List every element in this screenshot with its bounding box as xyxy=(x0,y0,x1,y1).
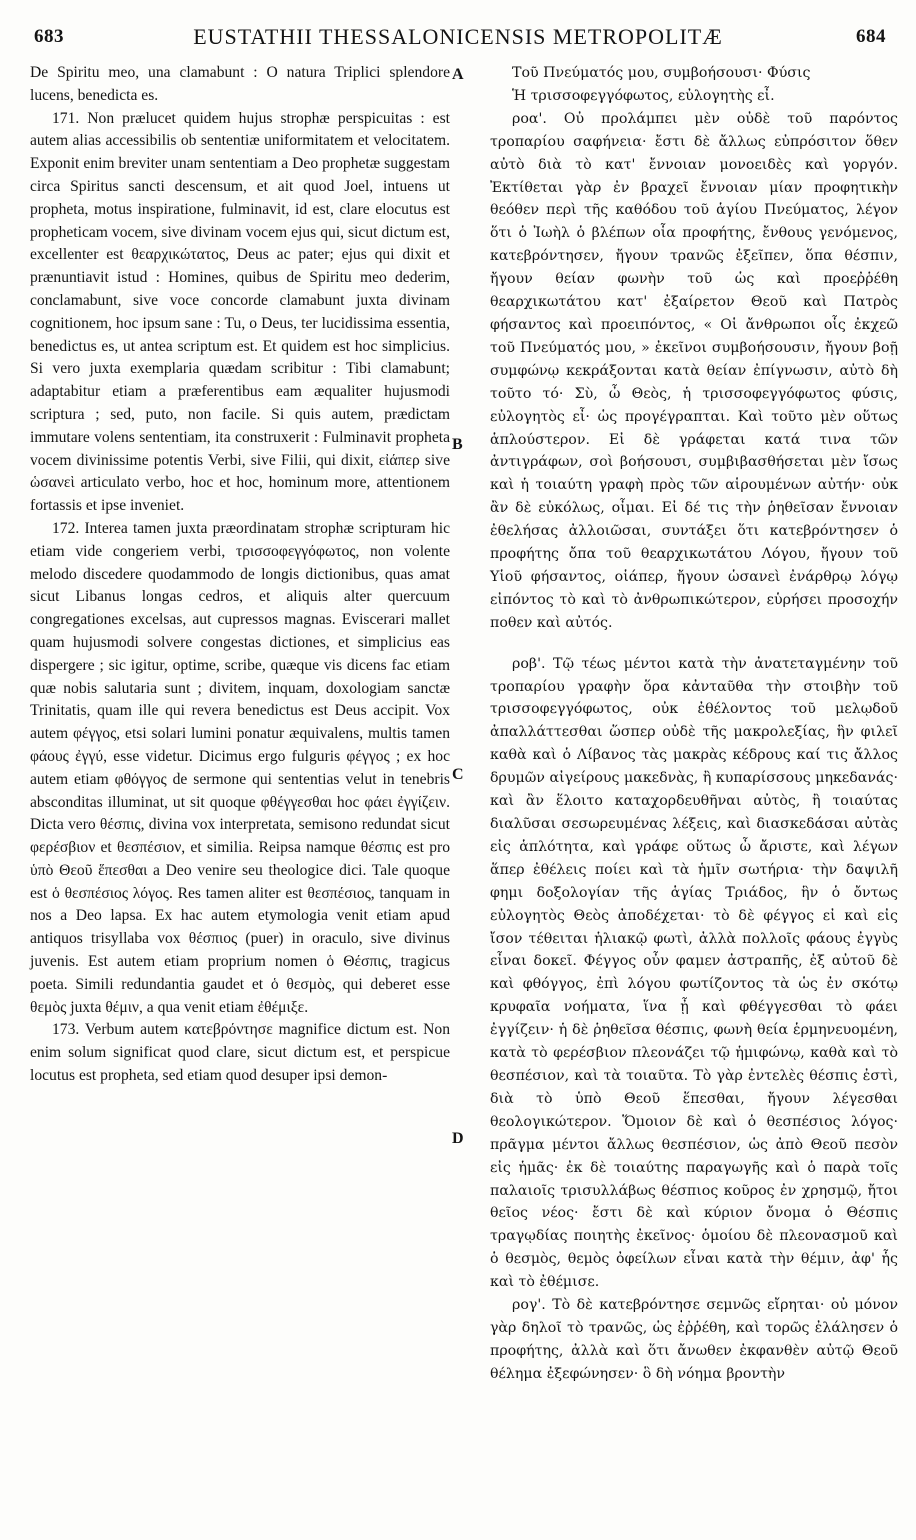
greek-section-173: ρογ'. Τὸ δὲ κατεβρόντησε σεμνῶς εἴρηται· οὐ μόνον γὰρ δηλοῖ τὸ τρανῶς, ὡς ἐῤῥέθη, καὶ τορῶς ἐλάλησεν ὁ προφήτης, ἀλλὰ καὶ ὅτι ἄνωθεν ἐκφανθὲν αὐτῷ Θεοῦ θέλημα ἐξεφώνησεν· ὃ δὴ νόημα βροντὴν xyxy=(490,1297,898,1382)
latin-verse: De Spiritu meo, una clamabunt : O natura Triplici splendore lucens, benedicta es. xyxy=(30,64,450,104)
greek-section-172: ροβ'. Τῷ τέως μέντοι κατὰ τὴν ἀνατεταγμένην τοῦ τροπαρίου γραφὴν ὅρα κἀνταῦθα τὴν στοιβὴν τοῦ τρισσοφεγγόφωτος, οὐκ ἐθέλοντος τοῦ μελῳδοῦ ἀπαλλάττεσθαι ὥσπερ οὐδὲ τῆς μακρολεξίας, ἣν φιλεῖ καθὰ καὶ ὁ Λίβανος τὰς μακρὰς κέδρους καί τις ἄλλος δρυμῶν αἰγείρους μακεδνὰς, ἢ κυπαρίσσους μηκεδανάς· καὶ ἂν ἕλοιτο καταχορδευθῆναι αὐτὸς, ἢ τοιαύτας διαλῦσαι σεσωρευμένας λέξεις, καὶ διασκεδάσαι αὐτὰς εἰς ἁπλότητα, καὶ γράφε οὕτως ὦ ἄριστε, καὶ λέγων ἅπερ ἐθέλεις ποίει καὶ τὰ ἡμῖν σωτήρια· τὴν δαψιλῆ φημι δοξολογίαν τῆς ἁγίας Τριάδος, ἣν ὁ ὄντως εὐλογητὸς Θεὸς ἀποδέχεται· τὸ δὲ φέγγος εἰ καὶ εἰς ἴσον τέθειται ἡλιακῷ φωτὶ, ἀλλὰ πολλοῖς φάους ἐγγὺς εἶναι δοκεῖ. Φέγγος οὖν φαμεν ἀστραπῆς, ἐξ αὐτοῦ δὲ καὶ φθόγγος, ἐπὶ λόγου φωτίζοντος τὰ ὡς ἐν σκότῳ κρυφαῖα νοήματα, ἵνα ᾖ καὶ φθέγγεσθαι τὸ φάει ἐγγίζειν· ἡ δὲ ῥηθεῖσα θέσπις, φωνὴ θεία ἑρμηνευομένη, κατὰ τὸ φερέσβιον πλεονάζει τῷ ἡμιφώνῳ, καθὰ καὶ τὸ θεσπέσιον, καὶ τὰ τοιαῦτα. Τὸ γὰρ ἐντελὲς θέσπις ἐστὶ, διὰ τὸ ὑπὸ Θεοῦ ἕπεσθαι, ἤγουν λέγεσθαι θεολογικώτερον. Ὅμοιον δὲ καὶ ὁ θεσπέσιος λόγος· πρᾶγμα μέντοι ἄλλως θεσπέσιον, ὡς ἀπὸ Θεοῦ πεσὸν εἰς ἡμᾶς· ἐκ δὲ τοιαύτης παραγωγῆς καὶ ὁ παρὰ τοῖς παλαιοῖς τρισυλλάβως θέσπιος κοῦρος ἐν χρησμῷ, ἤτοι θεῖος νέος· ἔστι δὲ καὶ κύριον ὄνομα ὁ Θέσπις τραγῳδίας ποιητὴς ἐκεῖνος· ὁμοίου δὲ πλεονασμοῦ καὶ ὁ θεσμὸς, θεμὸς ὀφείλων εἶναι κατὰ τὴν θέμιν, ἀφ' ἧς καὶ τὸ ἐθέμισε. xyxy=(490,655,898,1291)
latin-section-172: 172. Interea tamen juxta præordinatam strophæ scripturam hic etiam vide congeriem verbi, τρισσοφεγγόφωτος, non volente melodo discedere quodammodo de longis dictionibus, quas amat sicut Libanus longas cedros, et aliquis alter quercuum congregationes excelsas, aut cupressos magnas. Eviscerari mallet quam hujusmodi solvere congestas dictiones, et simplicius eas dispergere ; sic igitur, optime, scribe, quæque vis dicens fac etiam quæ nobis salutaria sunt ; divitem, inquam, doxologiam sanctæ Trinitatis, quam ille qui revera benedictus est Deus accipit. Vox autem φέγγος, etsi solari lumini ponatur æquivalens, multis tamen φάους ἐγγύ, esse videtur. Dicimus ergo fulguris φέγγος ; ex hoc autem etiam φθόγγος de sermone qui sententias velut in tenebris absconditas illuminat, ut sit quoque φθέγγεσθαι hoc φάει ἐγγίζειν. Dicta vero θέσπις, divina vox interpretata, semisono redundat sicut φερέσβιον et θεσπέσιον, et similia. Reipsa namque θέσπις est pro ὑπὸ Θεοῦ ἕπεσθαι a Deo venire seu theologice dici. Tale quoque est ὁ θεσπέσιος λόγος. Res tamen aliter est θεσπέσιος, tanquam in nos a Deo lapsa. Ex hac autem etymologia venit etiam apud antiquos trisyllaba vox θέσπιος (puer) in oraculo, sive divinus juvenis. Est autem etiam proprium nomen ὁ Θέσπις, tragicus poeta. Simili redundantia gaudet et ὁ θεσμὸς, qui deberet esse θεμὸς juxta θέμιν, a qua venit etiam ἐθέμιξε. xyxy=(30,519,450,1016)
latin-column xyxy=(30,62,450,1088)
greek-column xyxy=(490,62,898,1386)
greek-section-171: ροα'. Οὐ προλάμπει μὲν οὐδὲ τοῦ παρόντος τροπαρίου σαφήνεια· ἔστι δὲ ἄλλως εὐπρόσιτον ὅθεν αὐτὸ διὰ τὸ κατ' ἔννοιαν μονοειδὲς καὶ γοργόν. Ἐκτίθεται γὰρ ἐν βραχεῖ ἔννοιαν μίαν προφητικὴν θεόθεν περὶ τῆς καθόδου τοῦ ἁγίου Πνεύματος, λέγον ὅτι ὁ Ἰωὴλ ὁ βλέπων οἷα προφήτης, ἔνθους γενόμενος, κατεβρόντησεν, ἤγουν τρανῶς ἐξεῖπεν, ὅπα θέσπιν, ἤγουν θείαν φωνὴν τοῦ ὡς καὶ προεῤῥέθη θεαρχικωτάτου κατ' ἐξαίρετον Θεοῦ καὶ Πατρὸς φήσαντος καὶ προειπόντος, « Οἱ ἄνθρωποι οἷς ἐκχεῶ τοῦ Πνεύματός μου, » ἐκεῖνοι συμβοήσουσιν, ἤγουν βοῇ συμφώνῳ κεκράξονται κατὰ θείαν ἐπίγνωσιν, αὐτὸ δὴ τοῦτο τό· Σὺ, ὦ Θεὸς, ἡ τρισσοφεγγόφωτος φύσις, εὐλογητὸς εἶ· ὡς προγέγραπται. Καὶ τοῦτο μὲν οὕτως ἁπλούστερον. Εἰ δὲ γράφεται κατά τινα τῶν ἀντιγράφων, σοὶ βοήσουσι, συμβιβασθήσεται μὲν ἴσως καὶ ἡ τοιαύτη γραφὴ πρὸς τῶν αἱρουμένων αὐτήν· οὐκ ἂν δὲ εὐκόλως, οἶμαι. Εἰ δέ τις τὴν ῥηθεῖσαν ἔννοιαν ἐθελήσας ἀλλοιῶσαι, συντάξει ὅτι κατεβρόντησεν ὁ προφήτης ὄπα τοῦ θεαρχικωτάτου Λόγου, ἤγουν τοῦ Υἱοῦ φήσαντος, οἱάπερ, ἤγουν ὡσανεὶ ἐνάρθρῳ λόγῳ εἰπόντος τὸ καὶ τὸ ἀνθρωπικώτερον, εὑρήσει προσοχήν ποθεν καὶ αὐτός. xyxy=(490,110,898,631)
margin-marker-c: C xyxy=(452,766,464,783)
running-title: EUSTATHII THESSALONICENSIS METROPOLITÆ xyxy=(193,24,723,49)
margin-marker-a: A xyxy=(452,66,464,83)
latin-section-171: 171. Non prælucet quidem hujus strophæ perspicuitas : est autem alias accessibilis ob sententiæ uniformitatem et velocitatem. Exponit enim breviter unam sententiam a Deo prophetæ suggestam circa Spiritus sancti descensum, et ait quod Joel, intuens ut propheta, motus inspiratione, fulminavit, id est, clare elocutus est propheticam vocem, sive divinam vocem ejus qui, sicut dictum est, excellenter est θεαρχικώτατος, Deus ac pater; ejus qui dixit et prænuntiavit istud : Homines, quibus de Spiritu meo dederim, conclamabunt, sive voce concorde clamabunt juxta divinam cognitionem, hoc ipsum sane : Tu, o Deus, ter lucidissima essentia, benedictus es, ut antea scriptum est. Et quidem est hoc simplicius. Si vero juxta exemplaria quædam scribitur : Tibi clamabunt; adaptabitur etiam a præferentibus eam æqualiter hujusmodi scriptura ; sed, puto, non facile. Si quis autem, prædictam immutare volens sententiam, ita construxerit : Fulminavit propheta vocem divinissime potentis Verbi, sive Filii, qui dixit, εἰάπερ sive ὡσανεὶ articulato verbo, hoc et hoc, hominum more, attentionem fortassis et ipse inveniet. xyxy=(30,109,450,515)
margin-marker-d: D xyxy=(452,1130,464,1147)
page-header xyxy=(20,24,896,54)
greek-verse-line-2: Ἡ τρισσοφεγγόφωτος, εὐλογητὴς εἶ. xyxy=(512,87,775,104)
page-number-left: 683 xyxy=(34,26,64,47)
latin-section-173: 173. Verbum autem κατεβρόντησε magnifice dictum est. Non enim solum significat quod clare, sicut dictum est, et perspicue locutus est propheta, sed etiam quod desuper ipsi demon- xyxy=(30,1021,450,1085)
page-number-right: 684 xyxy=(856,26,886,47)
greek-verse-line-1: Τοῦ Πνεύματός μου, συμβοήσουσι· Φύσις xyxy=(512,65,811,81)
margin-marker-b: B xyxy=(452,436,463,453)
